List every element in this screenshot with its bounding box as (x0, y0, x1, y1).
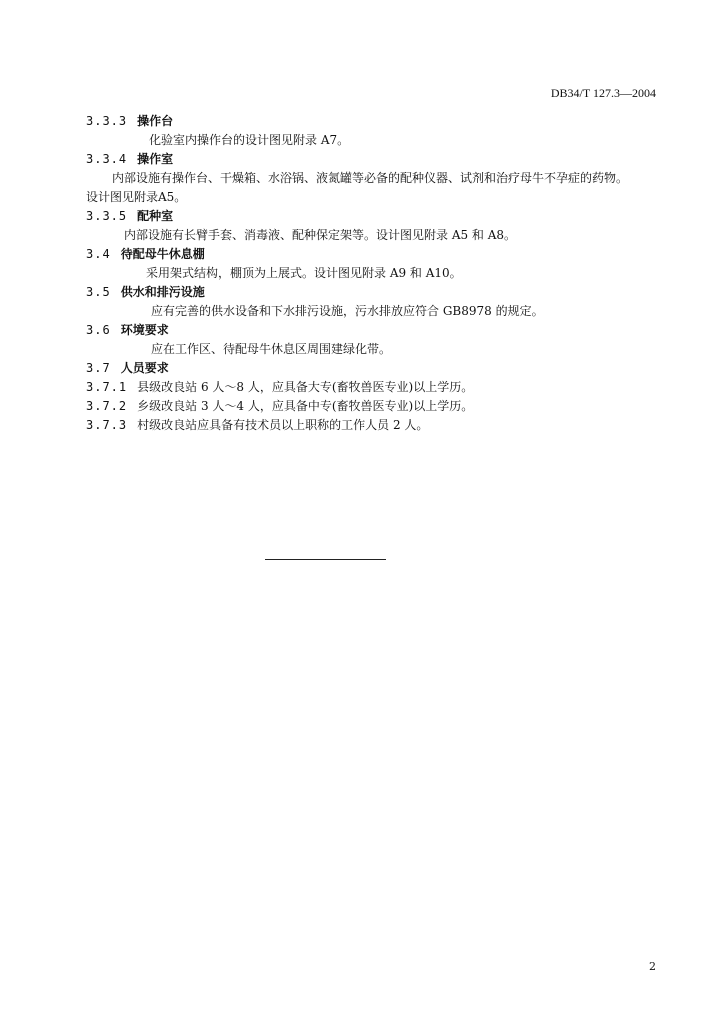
section-number: 3.5 (86, 285, 111, 299)
section-title: 配种室 (137, 209, 174, 223)
item-3-7-2 (86, 397, 473, 414)
item-number: 3.7.3 (86, 418, 128, 432)
end-rule-divider (265, 559, 386, 560)
section-title: 操作台 (137, 114, 174, 128)
item-3-7-3 (86, 416, 428, 433)
section-heading-3-4 (86, 245, 205, 262)
item-3-7-1 (86, 378, 473, 395)
section-number: 3.3.5 (86, 209, 128, 223)
section-heading-3-5 (86, 283, 205, 300)
item-text: 乡级改良站 3 人～4 人，应具备中专(畜牧兽医专业)以上学历。 (137, 399, 474, 413)
section-title: 供水和排污设施 (120, 285, 205, 299)
section-title: 环境要求 (120, 323, 169, 337)
section-title: 操作室 (137, 152, 174, 166)
section-heading-3-7 (86, 359, 169, 376)
section-number: 3.7 (86, 361, 111, 375)
section-number: 3.6 (86, 323, 111, 337)
section-number: 3.3.4 (86, 152, 128, 166)
item-number: 3.7.2 (86, 399, 128, 413)
paragraph-3-6: 应在工作区、待配母牛休息区周围建绿化带。 (151, 342, 392, 356)
paragraph-3-3-4: 内部设施有操作台、干燥箱、水浴锅、液氮罐等必备的配种仪器、试剂和治疗母牛不孕症的药物。 (112, 171, 629, 185)
section-title: 待配母牛休息棚 (120, 247, 205, 261)
section-number: 3.3.3 (86, 114, 128, 128)
section-heading-3-3-5 (86, 207, 173, 224)
item-text: 村级改良站应具备有技术员以上职称的工作人员 2 人。 (137, 418, 429, 432)
paragraph-3-5: 应有完善的供水设备和下水排污设施，污水排放应符合 GB8978 的规定。 (151, 304, 544, 318)
section-title: 人员要求 (120, 361, 169, 375)
item-text: 县级改良站 6 人～8 人，应具备大专(畜牧兽医专业)以上学历。 (137, 380, 474, 394)
section-heading-3-3-3 (86, 112, 173, 129)
section-heading-3-6 (86, 321, 169, 338)
paragraph-3-3-3: 化验室内操作台的设计图见附录 A7。 (149, 133, 350, 147)
page-number: 2 (649, 960, 656, 973)
paragraph-3-3-4-cont: 设计图见附录A5。 (86, 190, 187, 204)
paragraph-3-4: 采用架式结构，棚顶为上展式。设计图见附录 A9 和 A10。 (146, 266, 462, 280)
section-heading-3-3-4 (86, 150, 173, 167)
section-number: 3.4 (86, 247, 111, 261)
document-code: DB34/T 127.3—2004 (550, 86, 656, 100)
item-number: 3.7.1 (86, 380, 128, 394)
paragraph-3-3-5: 内部设施有长臂手套、消毒液、配种保定架等。设计图见附录 A5 和 A8。 (124, 228, 517, 242)
